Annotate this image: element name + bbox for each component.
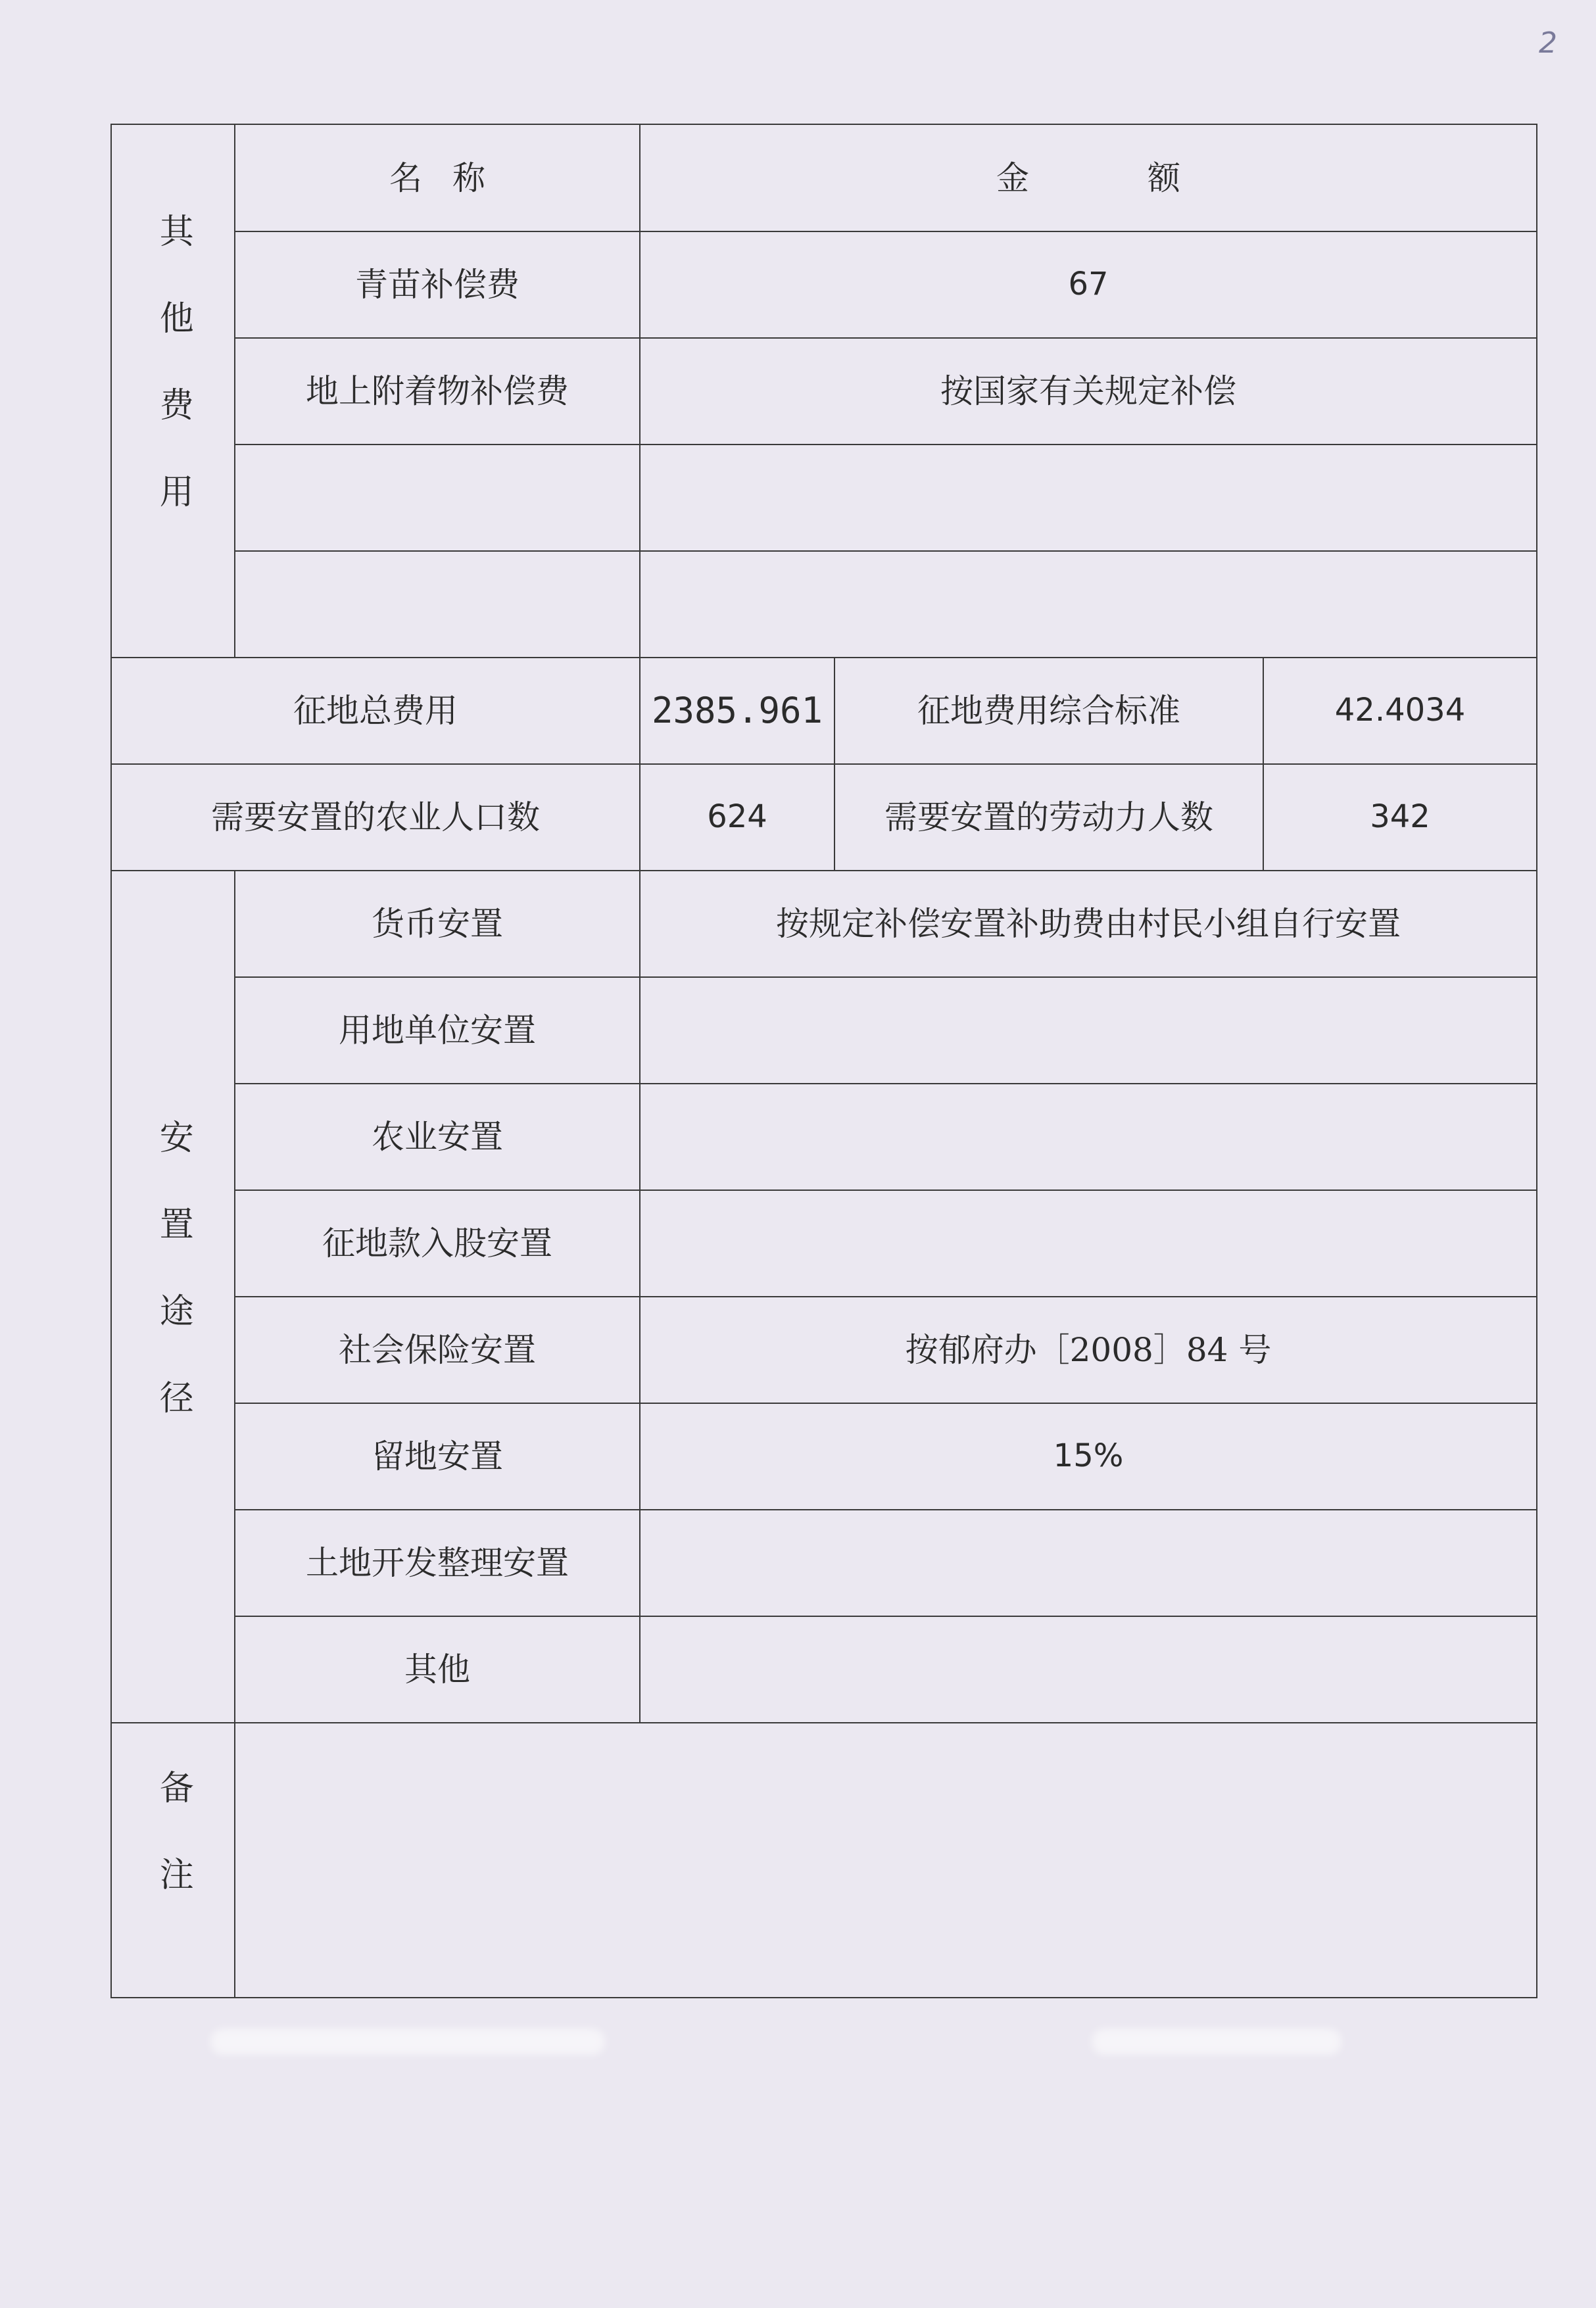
name-column-header: 名称 xyxy=(235,124,640,231)
fee-amount-cell: 按国家有关规定补偿 xyxy=(640,338,1537,445)
land-acquisition-form xyxy=(110,124,1537,1998)
resettlement-row xyxy=(111,1616,1537,1723)
resettlement-value-cell xyxy=(640,1084,1537,1190)
fee-amount-cell xyxy=(640,445,1537,551)
resettlement-value-cell: 按规定补偿安置补助费由村民小组自行安置 xyxy=(640,871,1537,977)
remarks-value xyxy=(235,1723,1537,1998)
fee-name-cell: 地上附着物补偿费 xyxy=(235,338,640,445)
other-fees-row xyxy=(111,338,1537,445)
fee-name-cell xyxy=(235,445,640,551)
resettlement-value-cell xyxy=(640,1190,1537,1297)
total-cost-label: 征地总费用 xyxy=(111,658,640,764)
labor-count-value: 342 xyxy=(1263,764,1537,871)
ag-population-label: 需要安置的农业人口数 xyxy=(111,764,640,871)
resettlement-method-cell: 农业安置 xyxy=(235,1084,640,1190)
resettlement-method-cell: 社会保险安置 xyxy=(235,1297,640,1403)
page-number: 2 xyxy=(1539,26,1557,60)
fee-amount-cell: 67 xyxy=(640,231,1537,338)
cost-standard-value: 42.4034 xyxy=(1263,658,1537,764)
resettlement-value-cell xyxy=(640,1510,1537,1616)
labor-count-label: 需要安置的劳动力人数 xyxy=(834,764,1263,871)
total-cost-value: 2385.961 xyxy=(640,658,834,764)
resettlement-method-cell: 留地安置 xyxy=(235,1403,640,1510)
ag-population-value: 624 xyxy=(640,764,834,871)
other-fees-header-row xyxy=(111,124,1537,231)
other-fees-row xyxy=(111,445,1537,551)
resettlement-row xyxy=(111,1297,1537,1403)
other-fees-row xyxy=(111,551,1537,658)
resettlement-method-cell: 货币安置 xyxy=(235,871,640,977)
resettlement-value-cell xyxy=(640,977,1537,1084)
fee-amount-cell xyxy=(640,551,1537,658)
resettlement-method-cell: 征地款入股安置 xyxy=(235,1190,640,1297)
resettlement-row xyxy=(111,871,1537,977)
fee-name-cell: 青苗补偿费 xyxy=(235,231,640,338)
population-row xyxy=(111,764,1537,871)
fee-name-cell xyxy=(235,551,640,658)
scan-smudge xyxy=(1092,2029,1342,2055)
cost-standard-label: 征地费用综合标准 xyxy=(834,658,1263,764)
resettlement-row xyxy=(111,1190,1537,1297)
resettlement-value-cell xyxy=(640,1616,1537,1723)
resettlement-row xyxy=(111,1403,1537,1510)
resettlement-method-cell: 土地开发整理安置 xyxy=(235,1510,640,1616)
resettlement-section-label: 安置途径 xyxy=(111,871,235,1723)
resettlement-row xyxy=(111,977,1537,1084)
resettlement-method-cell: 其他 xyxy=(235,1616,640,1723)
resettlement-value-cell: 15% xyxy=(640,1403,1537,1510)
resettlement-value-cell: 按郁府办［2008］84 号 xyxy=(640,1297,1537,1403)
resettlement-row xyxy=(111,1084,1537,1190)
total-cost-row xyxy=(111,658,1537,764)
other-fees-row xyxy=(111,231,1537,338)
scan-smudge xyxy=(210,2029,605,2055)
remarks-row xyxy=(111,1723,1537,1998)
remarks-label: 备注 xyxy=(111,1723,235,1998)
resettlement-row xyxy=(111,1510,1537,1616)
resettlement-method-cell: 用地单位安置 xyxy=(235,977,640,1084)
amount-column-header: 金额 xyxy=(640,124,1537,231)
other-fees-section-label: 其他费用 xyxy=(111,124,235,658)
